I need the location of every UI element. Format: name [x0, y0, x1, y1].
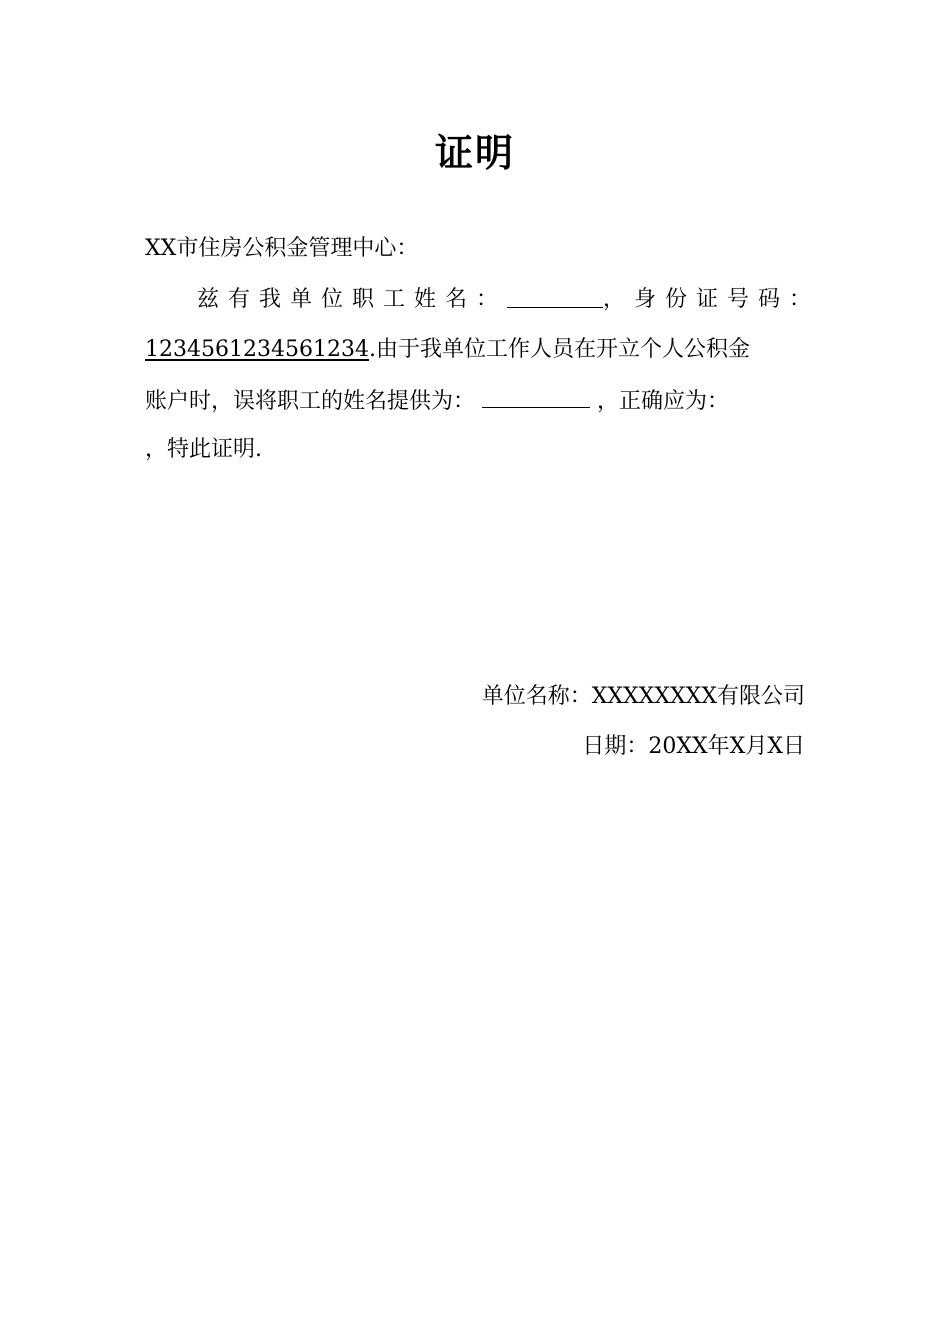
body-line-3-text: .由于我单位工作人员在开立个人公积金 — [368, 337, 750, 362]
document-title: 证明 — [434, 131, 515, 175]
date-line: 日期：20XX年X月X日 — [582, 734, 805, 759]
body-line-3 — [145, 335, 750, 365]
recipient-line: XX市住房公积金管理中心： — [145, 236, 419, 261]
wrong-name-prefix: 账户时，误将职工的姓名提供为： — [145, 389, 476, 414]
company-name-line: 单位名称：XXXXXXXX有限公司 — [481, 684, 805, 709]
correct-name-label: ，正确应为： — [597, 389, 730, 414]
body-line-2 — [197, 285, 820, 315]
id-number-value: 1234561234561234 — [145, 337, 369, 362]
body-line-4 — [145, 385, 729, 417]
employee-name-blank — [507, 285, 603, 308]
employee-name-prefix: 兹有我单位职工姓名： — [197, 287, 508, 312]
wrong-name-blank — [482, 385, 590, 408]
body-line-5: ，特此证明. — [145, 437, 262, 462]
id-number-label: ，身份证号码： — [602, 287, 820, 312]
